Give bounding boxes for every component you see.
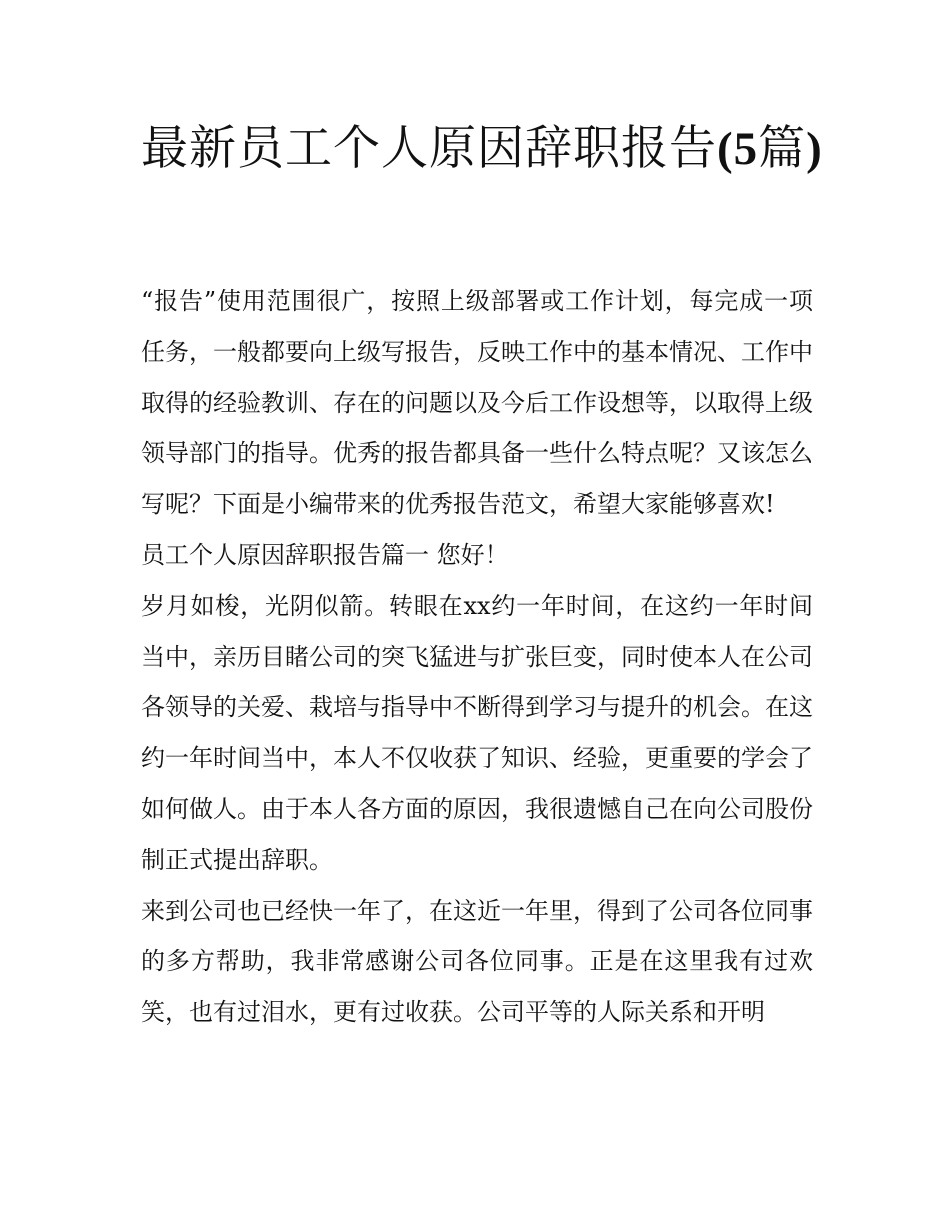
document-title: 最新员工个人原因辞职报告(5篇) [141,121,823,176]
document-body [141,276,813,1038]
intro-paragraph: “报告”使用范围很广，按照上级部署或工作计划，每完成一项任务，一般都要向上级写报告，反映工作中的基本情况、工作中取得的经验教训、存在的问题以及今后工作设想等，以取得上级领导部门的指导。优秀的报告都具备一些什么特点呢？又该怎么写呢？下面是小编带来的优秀报告范文，希望大家能够喜欢! [141,287,813,519]
body-paragraph: 来到公司也已经快一年了，在这近一年里，得到了公司各位同事的多方帮助，我非常感谢公司各位同事。正是在这里我有过欢笑，也有过泪水，更有过收获。公司平等的人际关系和开明 [141,896,813,1027]
section-heading-paragraph: 员工个人原因辞职报告篇一 您好！ [141,540,509,569]
body-paragraph: 岁月如梭，光阴似箭。转眼在xx约一年时间，在这约一年时间当中，亲历目睹公司的突飞猛进与扩张巨变，同时使本人在公司各领导的关爱、栽培与指导中不断得到学习与提升的机会。在这约一年时间当中，本人不仅收获了知识、经验，更重要的学会了如何做人。由于本人各方面的原因，我很遗憾自己在向公司股份制正式提出辞职。 [141,591,813,874]
